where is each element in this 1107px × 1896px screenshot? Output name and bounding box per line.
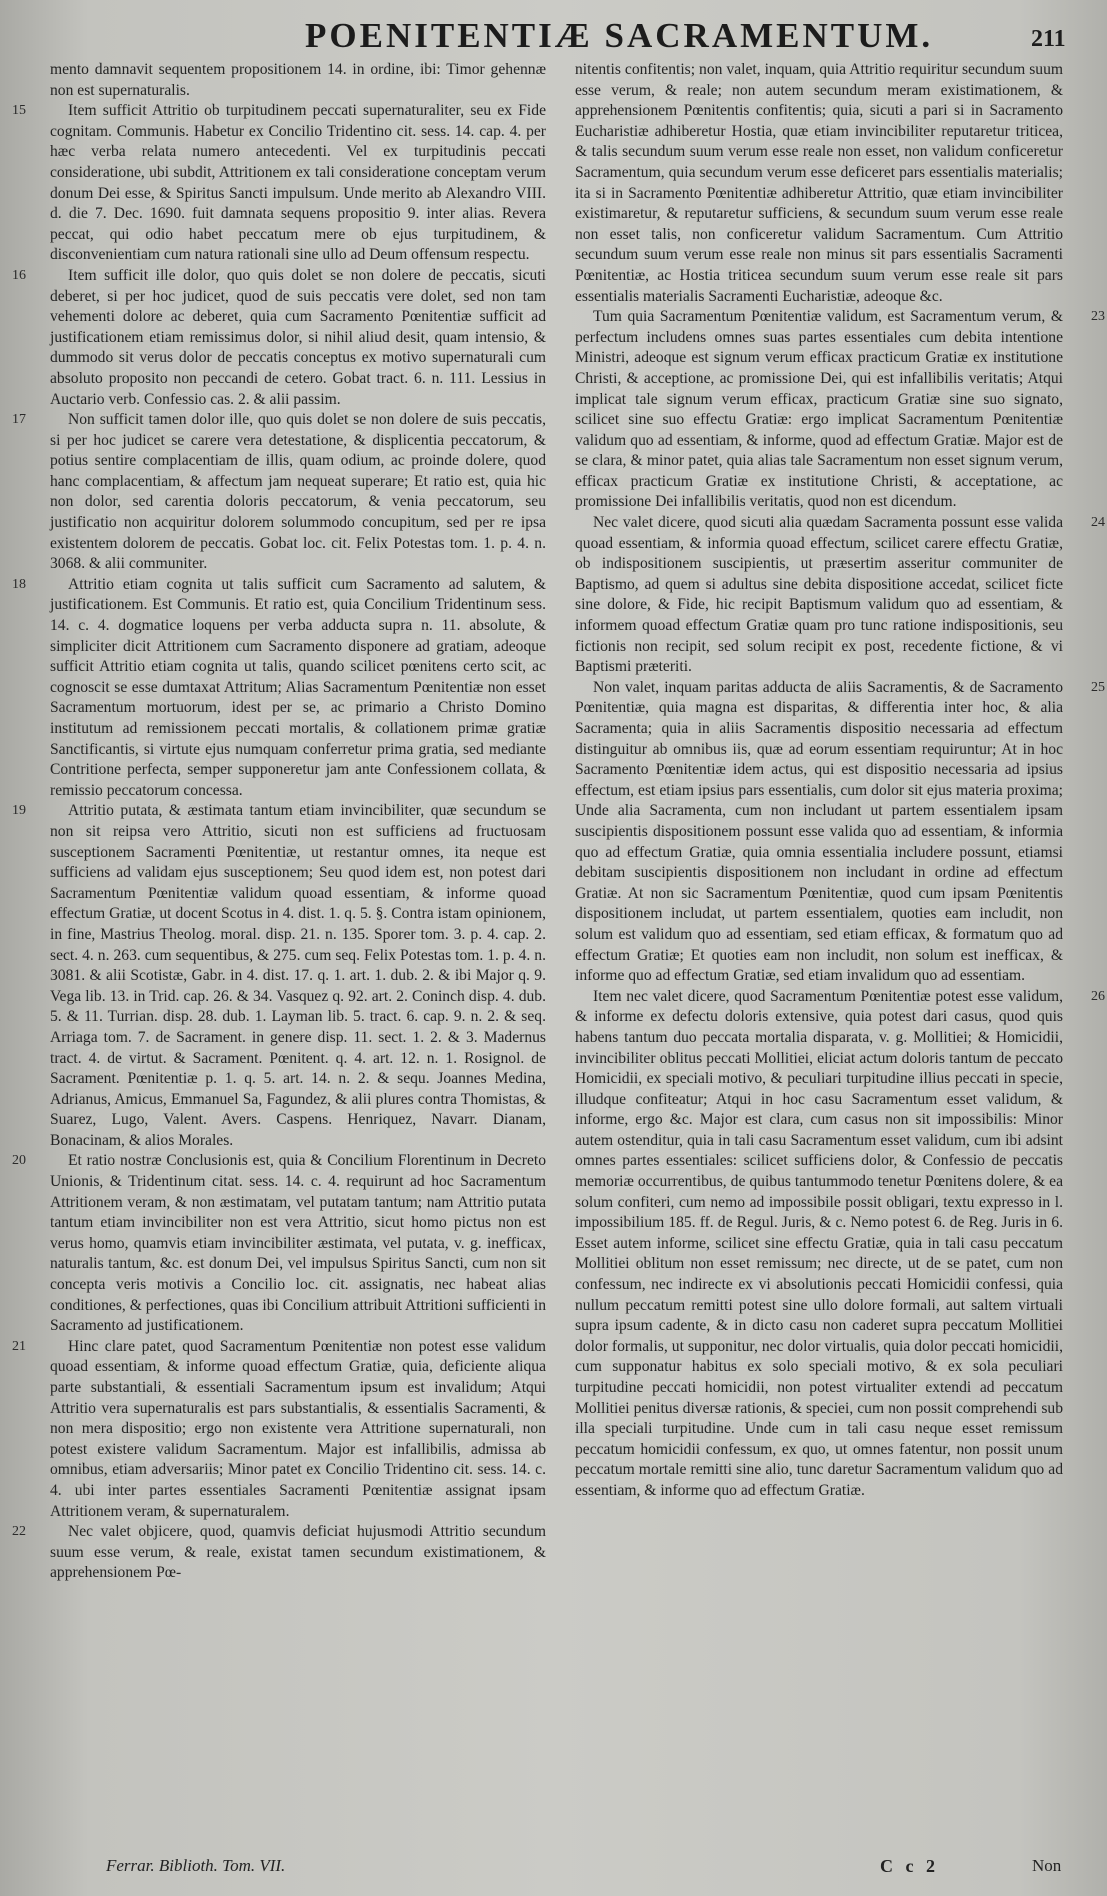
paragraph-text: nitentis confitentis; non valet, inquam, quia Attritio requiritur secundum suum esse verum, & reale; non autem secundum meram existimationem, & apprehensionem Pœnitentis confitentis; quia, sicuti a pari si in Sacramento Eucharistiæ adhiberetur Hostia, quæ etiam invincibiliter reputaretur triticea, & talis secundum suum verum esse reale non esset, non validum conficeretur Sacramentum, quia secundum verum esse deficeret pars essentialis materialis; ita si in Sacramento Pœnitentiæ adhiberetur Attritio, quæ etiam invincibiliter existimaretur, & reputaretur sufficiens, & secundum suum verum esse reale non esset talis, non conficeretur validum Sacramentum. Cum Attritio secundum suum verum esse reale non minus sit pars essentialis Sacramenti Pœnitentiæ, ac Hostia triticea secundum suum verum esse reale sit pars essentialis materialis Sacramenti Eucharistiæ, adeoque &c. (575, 61, 1063, 305)
paragraph (50, 60, 546, 101)
paragraph-number: 25 (1091, 679, 1105, 695)
paragraph-text: Et ratio nostræ Conclusionis est, quia & Concilium Florentinum in Decreto Unionis, & Tridentinum citat. sess. 14. c. 4. requirunt ad hoc Sacramentum Attritionem veram, & non æstimatam, vel putatam tantum; nam Attritio putata tantum etiam invincibiliter non est vera Attritio, sicut homo pictus non est verus homo, quamvis etiam invincibiliter æstimata, vel putata, v. g. inefficax, naturalis tantum, &c. est donum Dei, vel impulsus Spiritus Sancti, cum non sit concepta veris motivis a Concilio loc. cit. assignatis, nec habeat alias conditiones, & perfectiones, quas ibi Concilium attribuit Attritioni sufficienti in Sacramento ad justificationem. (50, 1152, 546, 1335)
paragraph-number: 16 (12, 267, 26, 283)
paragraph (12, 101, 546, 266)
page-number: 211 (1031, 26, 1066, 52)
paragraph (12, 1337, 546, 1522)
paragraph (575, 60, 1063, 307)
paragraph-text: Hinc clare patet, quod Sacramentum Pœnitentiæ non potest esse validum quoad essentiam, & informe quoad effectum Gratiæ, quia, deficiente aliqua parte substantiali, & essentiali Sacramentum ipsum est invalidum; Atqui Attritio vera supernaturalis est pars substantialis, & essentialis Sacramenti, & non mera dispositio; ergo non existente vera Attritione supernaturali, non potest existere validum Sacramentum. Major est infallibilis, admissa ab omnibus, etiam adversariis; Minor patet ex Concilio Tridentino cit. sess. 14. c. 4. ubi inter partes essentiales Sacramenti Pœnitentiæ assignat ipsam Attritionem veram, & supernaturalem. (50, 1337, 546, 1520)
paragraph (575, 678, 1105, 987)
paragraph-text: Non valet, inquam paritas adducta de aliis Sacramentis, & de Sacramento Pœnitentiæ, quia magna est disparitas, & differentia inter hoc, & alia Sacramenta; quia in aliis Sacramentis dispositio necessaria ad effectum distinguitur ab omnibus iis, quæ ad eorum essentiam requiruntur; At in hoc Sacramento Pœnitentiæ idem actus, qui est dispositio necessaria ad ipsius effectum, est etiam ipsius pars essentialis, cum dolor sit ejus materia proxima; Unde alia Sacramenta, cum non includant ut partem essentialem ipsam suscipientis dispositionem possunt esse valida quo ad essentiam, & informia quo ad effectum Gratiæ, quia omnia essentialia includere possunt, etiamsi debitam suscipientis dispositionem non includant in ordine ad effectum Gratiæ. At non sic Sacramentum Pœnitentiæ, quod cum ipsam Pœnitentis dispositionem includat, ut partem essentialem, quoties eam includit, non solum est validum quo ad essentiam, sed etiam efficax, & formatum quo ad effectum Gratiæ; Et quoties eam non includit, non solum est inefficax, & informe quo ad effectum Gratiæ, sed etiam invalidum quo ad essentiam. (575, 678, 1063, 985)
paragraph-number: 21 (12, 1338, 26, 1354)
paragraph (575, 307, 1105, 513)
paragraph (12, 410, 546, 575)
paragraph (12, 266, 546, 410)
paragraph-text: Item sufficit ille dolor, quo quis dolet se non dolere de peccatis, sicuti deberet, si per hoc judicet, quod de suis peccatis vere dolet, sed non tam vehementi dolore ac deberet, quia cum Sacramento Pœnitentiæ sufficit ad justificationem etiam remissimus dolor, si nihil aliud desit, quam intensio, & dummodo sit verus dolor de peccatis conceptus ex motivo supernaturali cum absoluto proposito non peccandi de cetero. Gobat tract. 6. n. 111. Lessius in Auctario verb. Confessio cas. 2. & alii passim. (50, 266, 546, 408)
paragraph-number: 24 (1091, 515, 1105, 531)
paragraph-text: Item sufficit Attritio ob turpitudinem peccati supernaturaliter, seu ex Fide cognitam. Communis. Habetur ex Concilio Tridentino cit. sess. 14. cap. 4. per hæc verba relata numero antecedenti. Vel ex turpitudinis peccati consideratione, ubi subdit, Attritionem ex tali consideratione conceptam verum donum Dei esse, & Spiritus Sancti impulsum. Unde merito ab Alexandro VIII. d. die 7. Dec. 1690. fuit damnata sequens propositio 9. inter alias. Revera peccat, qui odio habet peccatum mere ob ejus turpitudinem, & disconvenientiam cum natura rationali sine ullo ad Deum offensum respectu. (50, 102, 546, 264)
page-title: POENITENTIÆ SACRAMENTUM. (305, 16, 934, 55)
footer-signature-mark: C c 2 (880, 1856, 939, 1876)
paragraph-number: 23 (1091, 309, 1105, 325)
paragraph (12, 1522, 546, 1584)
paragraph-number: 20 (12, 1153, 26, 1169)
paragraph (575, 987, 1105, 1502)
running-head (0, 14, 1107, 62)
paragraph-text: Non sufficit tamen dolor ille, quo quis dolet se non dolere de suis peccatis, si per hoc judicet se carere vera detestatione, & displicentia peccatorum, & potius sentire complacentiam de illis, quam odium, ac proinde dolere, quod hanc complacentiam, & affectum jam nequeat superare; Et ratio est, quia hic non dolor, sed carentia doloris peccatorum, & venia peccatorum, seu justificatio non acquiritur dolorem solummodo concupitum, sed per re ipsa existentem dolorem de peccatis. Gobat loc. cit. Felix Potestas tom. 1. p. 4. n. 3068. & alii communiter. (50, 411, 546, 573)
left-column (12, 60, 546, 1820)
paragraph-text: Item nec valet dicere, quod Sacramentum Pœnitentiæ potest esse validum, & informe ex defectu doloris extensive, quia potest dari casus, quod quis habens tantum duo peccata mortalia disparata, v. g. Mollitiei; & Homicidii, invincibiliter oblitus peccati Mollitiei, eliciat actum doloris tantum de peccato Homicidii, ex speciali motivo, & peculiari turpitudine illius peccati in specie, illudque confiteatur; Atqui in hoc casu Sacramentum esset validum, & informe, ergo &c. Major est clara, cum casus non sit impossibilis: Minor autem ostenditur, quia in tali casu Sacramentum esset validum, cum ibi adsint omnes partes essentiales: scilicet sufficiens dolor, & Confessio de peccatis memoriæ occurrentibus, de quibus tantummodo tenetur Pœnitens dolere, & ea solum confiteri, cum nemo ad impossibile possit obligari, textu expresso in l. impossibilium 185. ff. de Regul. Juris, & c. Nemo potest 6. de Reg. Juris in 6. Esset autem informe, scilicet sine effectu Gratiæ, quia in tali casu peccatum Mollitiei oblitum non esset remissum; nec directe, ut de se patet, cum non confessum, nec indirecte ex vi absolutionis peccati Homicidii confessi, quia nullum peccatum remitti potest sine ullo dolore formali, aut saltem virtuali supra ipsum cadente, & in dicto casu non caderet supra peccatum Mollitiei dolor formalis, ut supponitur, nec dolor virtualis, quia dolor peccati homicidii, cum supponatur habitus ex solo speciali motivo, & ex sola peculiari turpitudine peccati homicidii, non potest virtualiter extendi ad peccatum Mollitiei penitus diversæ rationis, & speciei, cum non possit comprehendi sub illa speciali turpitudine. Unde cum in tali casu neque esset remissum peccatum homicidii confessum, ex quo, ut omnes fatentur, non possit unum peccatum mortale remitti sine alio, tunc daretur Sacramentum validum quo ad essentiam, & informe quo ad effectum Gratiæ. (575, 987, 1063, 1499)
paragraph (12, 801, 546, 1151)
paragraph-number: 22 (12, 1524, 26, 1540)
paragraph-number: 26 (1091, 988, 1105, 1004)
footer-bibliographic-note: Ferrar. Biblioth. Tom. VII. (106, 1856, 286, 1875)
paragraph (575, 513, 1105, 678)
paragraph-text: Tum quia Sacramentum Pœnitentiæ validum, est Sacramentum verum, & perfectum includens omnes suas partes essentiales cum debita intentione Ministri, adeoque est signum verum efficax practicum Gratiæ ex institutione Christi, & acceptione, ac promissione Dei, qui est infallibilis veritatis; Atqui implicat tale signum verum efficax, practicum Gratiæ sine suo signato, scilicet sine suo effectu Gratiæ: ergo implicat Sacramentum Pœnitentiæ validum quo ad essentiam, & informe, quod ad effectum Gratiæ. Major est de se clara, & minor patet, quia alias tale Sacramentum non esset signum verum, efficax practicum Gratiæ ex institutione Christi, & acceptatione, ac promissione Dei infallibilis veritatis, quod non est dicendum. (575, 308, 1063, 511)
paragraph-number: 15 (12, 103, 26, 119)
paragraph (12, 575, 546, 802)
paragraph-number: 19 (12, 803, 26, 819)
paragraph-text: Nec valet objicere, quod, quamvis deficiat hujusmodi Attritio secundum suum esse verum, & reale, existat tamen secundum existimationem, & apprehensionem Pœ- (50, 1523, 546, 1582)
page-footer (0, 1856, 1107, 1888)
paragraph-text: mento damnavit sequentem propositionem 14. in ordine, ibi: Timor gehennæ non est supernaturalis. (50, 61, 546, 99)
footer-catchword: Non (1032, 1856, 1062, 1875)
paragraph-number: 17 (12, 412, 26, 428)
paragraph-text: Attritio putata, & æstimata tantum etiam invincibiliter, quæ secundum se non sit reipsa vero Attritio, sicuti non est sufficiens ad fructuosam susceptionem Sacramenti Pœnitentiæ, ut restantur omnes, ita neque est sufficiens ad validam ejus susceptionem; Seu quod idem est, non potest dari Sacramentum Pœnitentiæ validum quoad essentiam, & informe quoad effectum Gratiæ, ut docent Scotus in 4. dist. 1. q. 5. §. Contra istam opinionem, in fine, Mastrius Theolog. moral. disp. 21. n. 135. Sporer tom. 3. p. 4. cap. 2. sect. 4. n. 263. cum sequentibus, & 275. cum seq. Felix Potestas tom. 1. p. 4. n. 3081. & alii Scotistæ, Gabr. in 4. dist. 17. q. 1. art. 1. dub. 2. & ibi Major q. 9. Vega lib. 13. in Trid. cap. 26. & 34. Vasquez q. 92. art. 2. Coninch disp. 4. dub. 5. & 11. Turrian. disp. 28. dub. 1. Layman lib. 5. tract. 6. cap. 9. n. 2. & seq. Arriaga tom. 7. de Sacrament. in genere disp. 11. sect. 1. 2. & 3. Madernus tract. 4. de virtut. & Sacrament. Pœnitent. q. 4. art. 12. n. 1. Rosignol. de Sacrament. Pœnitentiæ p. 1. q. 5. art. 14. n. 2. & sequ. Joannes Medina, Adrianus, Amicus, Emmanuel Sa, Fagundez, & alii plures contra Thomistas, & Suarez, Lugo, Valent. Avers. Caspens. Henriquez, Navarr. Dianam, Bonacinam, & alios Morales. (50, 802, 546, 1149)
paragraph-number: 18 (12, 576, 26, 592)
paragraph-text: Attritio etiam cognita ut talis sufficit cum Sacramento ad salutem, & justificationem. Est Communis. Et ratio est, quia Concilium Tridentinum sess. 14. c. 4. dogmatice loquens per verba adducta supra n. 11. absolute, & simpliciter dicit Attritionem cum Sacramento disponere ad gratiam, adeoque sufficit Attritio etiam cognita ut talis, quando scilicet pœnitens certo scit, ac cognoscit se esse dumtaxat Attritum; Alias Sacramentum Pœnitentiæ non esset Sacramentum mortuorum, idest per se, ac primario a Christo Domino institutum ad remissionem peccati mortalis, & collationem primæ gratiæ Sanctificantis, si virtute ejus numquam conferretur prima gratia, sed mediante Contritione perfecta, semper supponeretur jam ante Confessionem collata, & remissio peccatorum concessa. (50, 575, 546, 799)
paragraph (12, 1151, 546, 1336)
right-column (575, 60, 1105, 1820)
paragraph-text: Nec valet dicere, quod sicuti alia quædam Sacramenta possunt esse valida quoad essentiam, & informia quoad effectum, scilicet carere effectu Gratiæ, ob indispositionem suscipientis, ut præsertim asseritur communiter de Baptismo, ad quem si adultus sine debita dispositione accedat, scilicet ficte sine dolore, & Fide, hic recipit Baptismum validum quo ad essentiam, & informem quoad effectum Gratiæ quam pro tunc ratione indispositionis, seu fictionis non recipit, sed solum recipit ex post, recedente fictione, & vi Baptismi præteriti. (575, 514, 1063, 676)
